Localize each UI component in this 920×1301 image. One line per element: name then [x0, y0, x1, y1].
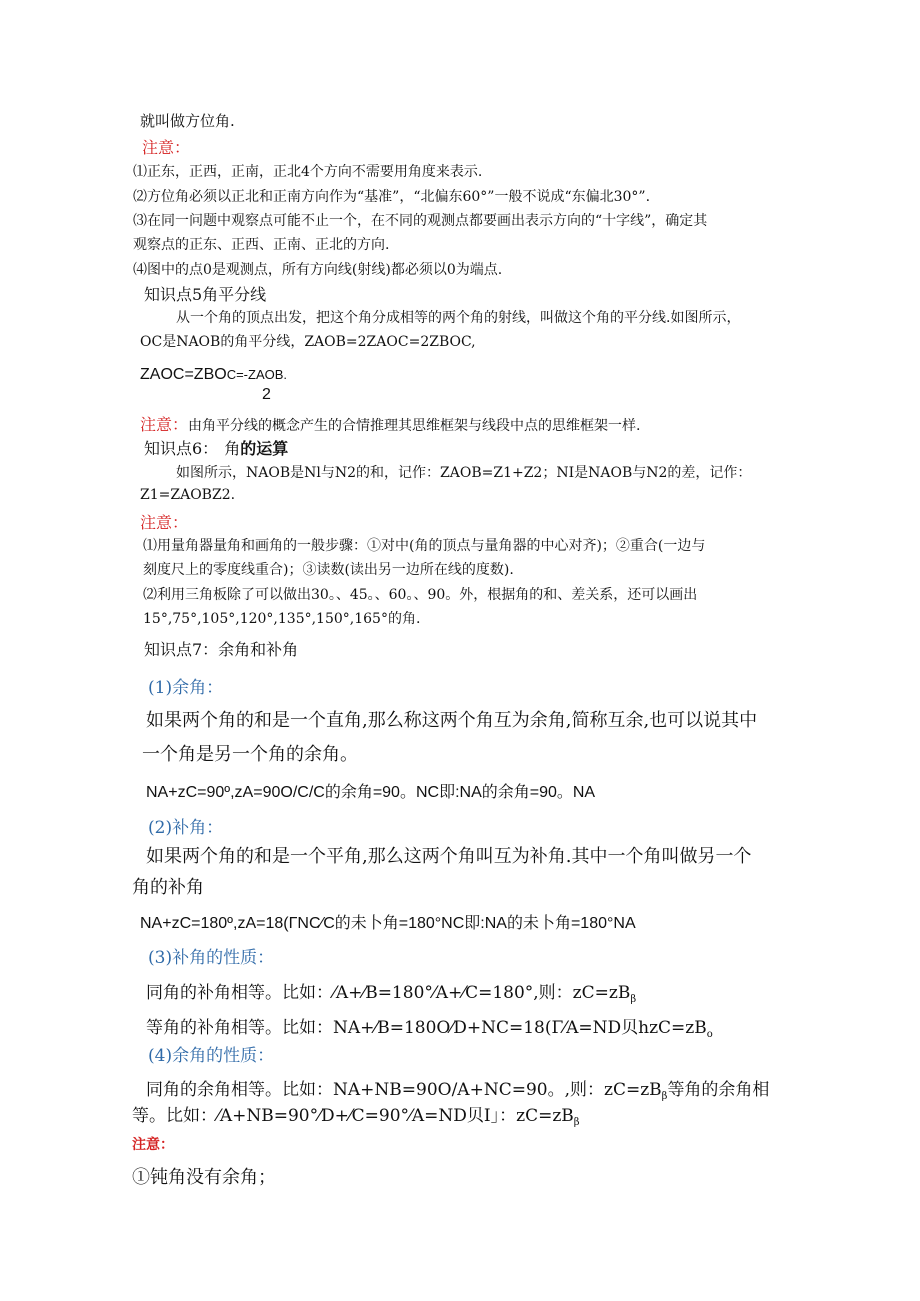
text-line: Z1=ZAOBZ2.	[140, 487, 236, 503]
text-line	[132, 1101, 580, 1126]
note-label: 注意：	[140, 513, 189, 532]
formula-part: C=-ZAOB.	[226, 367, 288, 382]
note-label: 注意：	[132, 1136, 174, 1152]
text-line: ⑵方位角必须以正北和正南方向作为“基准”，“北偏东60°”一般不说成“东偏北30°”.	[133, 189, 651, 205]
note-label: 注意：	[140, 415, 189, 434]
heading-part: 知识点6：	[144, 439, 219, 458]
text-part: 等角的余角相	[667, 1080, 770, 1100]
text-line: ⑴用量角器量角和画角的一般步骤：①对中(角的顶点与量角器的中心对齐)；②重合(一边与	[143, 538, 706, 554]
section-heading: 知识点7：余角和补角	[144, 640, 299, 659]
subscript: β	[661, 1091, 668, 1102]
text-line: 一个角是另一个角的余角。	[142, 744, 358, 765]
text-part: 等角的补角相等。比如：NA+⁄B=180O⁄D+NC=18(Γ⁄A=ND贝hzC=zB	[146, 1018, 707, 1038]
note-line	[140, 412, 640, 435]
subsection-heading: (1)余角：	[148, 678, 224, 698]
heading-part: 的运算	[240, 439, 289, 458]
text-line: ①钝角没有余角；	[132, 1167, 276, 1188]
subscript: o	[706, 1029, 713, 1040]
text-line: OC是NAOB的角平分线，ZAOB=2ZAOC=2ZBOC,	[140, 334, 476, 350]
text-line: 从一个角的顶点出发，把这个角分成相等的两个角的射线，叫做这个角的平分线.如图所示，	[176, 310, 741, 326]
text-line: ⑷图中的点0是观测点，所有方向线(射线)都必须以0为端点.	[133, 262, 503, 278]
text-line: 如果两个角的和是一个直角,那么称这两个角互为余角,简称互余,也可以说其中	[146, 710, 758, 731]
section-heading	[144, 436, 288, 459]
heading-part: 角	[224, 439, 241, 458]
formula-part: ZAOC=ZBO	[140, 366, 227, 383]
subscript: β	[630, 994, 637, 1005]
text-line: ⑵利用三角板除了可以做出30。、45。、60。、90。外，根据角的和、差关系，还可以画出	[143, 587, 698, 603]
text-line	[146, 978, 636, 1003]
section-heading: 知识点5角平分线	[144, 285, 267, 304]
text-line: ⑶在同一问题中观察点可能不止一个，在不同的观测点都要画出表示方向的“十字线”，确定其	[133, 213, 708, 229]
text-line: 如果两个角的和是一个平角,那么这两个角叫互为补角.其中一个角叫做另一个	[146, 846, 752, 867]
text-line: 观察点的正东、正西、正南、正北的方向.	[133, 237, 390, 253]
text-line: ⑴正东，正西，正南，正北4个方向不需要用角度来表示.	[133, 164, 483, 180]
text-line: 就叫做方位角.	[140, 112, 235, 130]
subsection-heading: (2)补角：	[148, 818, 224, 838]
text-part: 同角的补角相等。比如：⁄A+⁄B=180°⁄A+⁄C=180°,则：zC=zB	[146, 983, 631, 1003]
text-line: 15°,75°,105°,120°,135°,150°,165°的角.	[143, 611, 421, 627]
note-label: 注意：	[142, 138, 191, 157]
text-line: 如图所示，NAOB是Nl与N2的和，记作：ZAOB=Z1+Z2；NI是NAOB与N2的差，记作：	[176, 465, 752, 481]
subsection-heading: (3)补角的性质：	[148, 948, 275, 968]
subsection-heading: (4)余角的性质：	[148, 1046, 275, 1066]
note-text: 由角平分线的概念产生的合情推理其思维框架与线段中点的思维框架一样.	[188, 418, 641, 434]
text-part: 等。比如：⁄A+NB=90°⁄D+⁄C=90°⁄A=ND贝I」：zC=zB	[132, 1106, 574, 1126]
text-line: 角的补角	[132, 877, 204, 898]
text-part: 同角的余角相等。比如：NA+NB=90O/A+NC=90。,则：zC=zB	[146, 1080, 662, 1100]
text-line	[146, 1075, 769, 1100]
fraction-denominator: 2	[262, 386, 271, 403]
text-line	[146, 1013, 713, 1038]
formula-line	[140, 366, 287, 384]
formula-line: NA+zC=90º,zA=90O/C/C的余角=90。NC即:NA的余角=90。NA	[146, 784, 596, 801]
text-line: 刻度尺上的零度线重合)；③读数(读出另一边所在线的度数).	[143, 562, 514, 578]
formula-line: NA+zC=180º,zA=18(ΓNC⁄C的未卜角=180°NC即:NA的未卜角=180°NA	[140, 915, 636, 932]
subscript: β	[573, 1117, 580, 1128]
